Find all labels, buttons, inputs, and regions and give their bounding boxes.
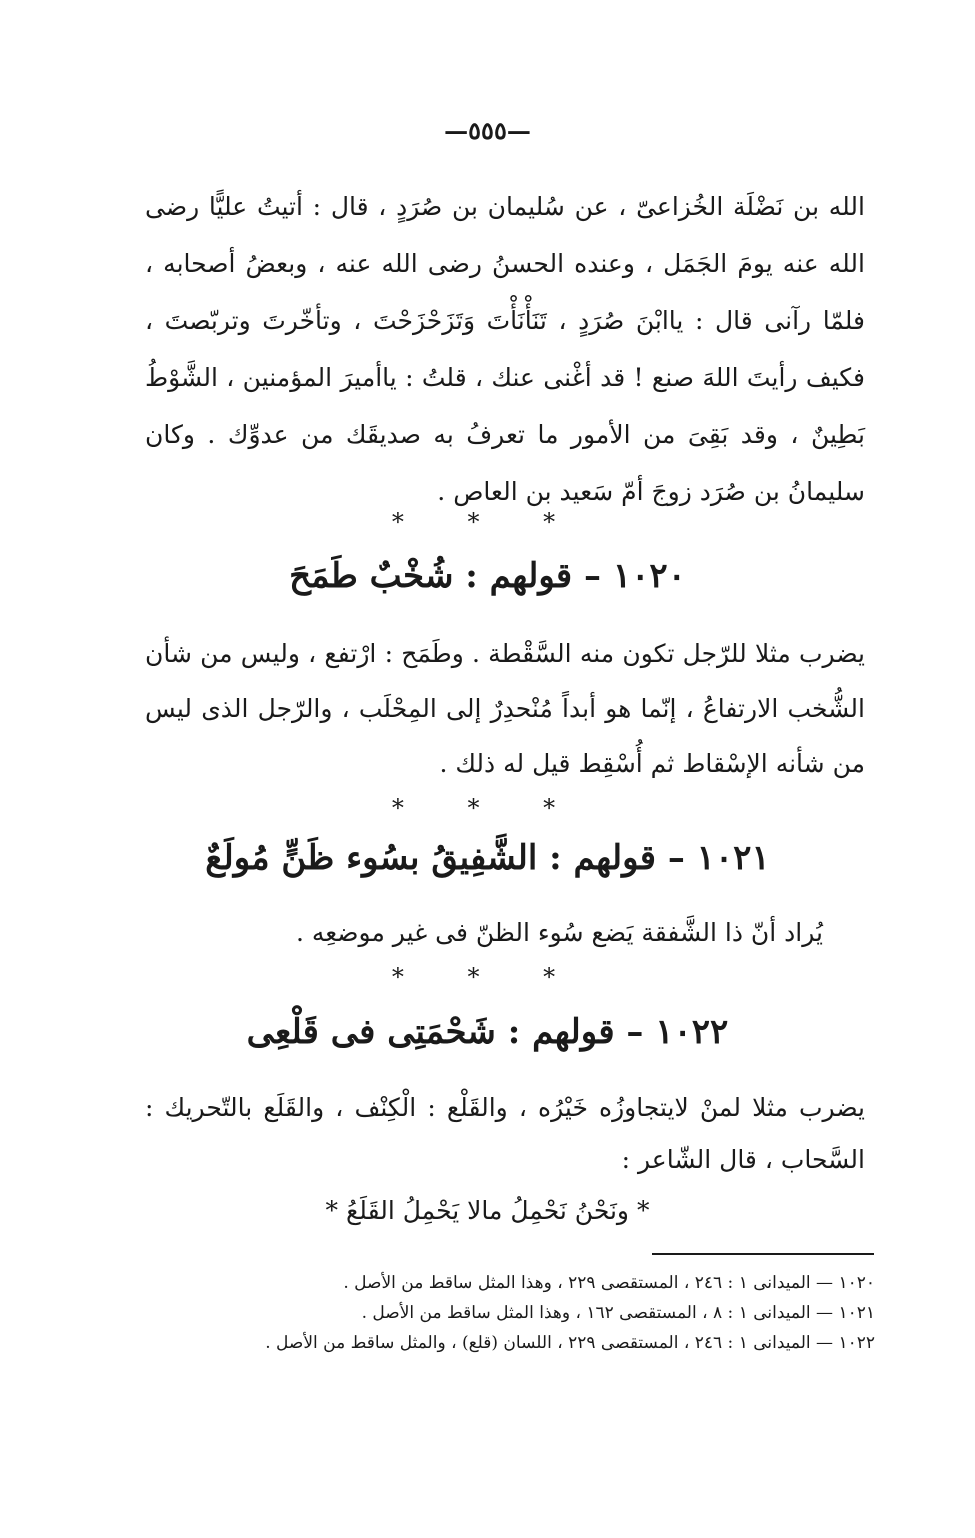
entry-text-1020-body: يضرب مثلا للرّجل تكون منه السَّقْطة . وطَمَح : ارْتفع ، وليس من شأن الشُّخب الارتفاعُ ، إنّما هو أبداً مُنْحدِرٌ إلى المِحْلَب ، والرّجل الذى ليس من شأنه الإسْقاط ثم أُسْقِط قيل له ذلك . <box>145 639 865 778</box>
entry-heading-1020: ١٠٢٠ – قولهم : شُخْبٌ طَمَحَ <box>289 556 686 596</box>
entry-heading-1022: ١٠٢٢ – قولهم : شَحْمَتِى فى قَلْعِى <box>246 1012 729 1052</box>
separator-stars: * * * <box>391 508 584 536</box>
intro-paragraph-text: الله بن نَضْلَة الخُزاعىّ ، عن سُليمان بن صُرَدٍ ، قال : أتيتُ عليًّا رضى الله عنه يومَ الجَمَل ، وعنده الحسنُ رضى الله عنه ، وبعضُ أصحابه ، فلمّا رآنى قال : ياابْنَ صُرَدٍ ، تَنَأْنَأْتَ وَتَزَحْزَحْتَ ، وتأخّرتَ وتربّصتَ ، فكيف رأيتَ اللهَ صنع ! قد أغْنى عنك ، قلتُ : ياأميرَ المؤمنين ، الشَّوْطُ بَطِينٌ ، وقد بَقِىَ من الأمور ما تعرفُ به صديقَك من عدوِّك . وكان سليمانُ بن صُرَد زوجَ أمّ سَعيد بن العاص . <box>145 192 865 506</box>
entry-heading-1021: ١٠٢١ – قولهم : الشَّفِيقُ بسُوء ظَنٍّ مُولَعٌ <box>205 838 770 878</box>
footnote-1020: ١٠٢٠ — الميدانى ١ : ٢٤٦ ، المستقصى ٢٢٩ ، وهذا المثل ساقط من الأصل . <box>343 1273 875 1293</box>
entry-text-1021-body: يُراد أنّ ذا الشَّفقة يَضع سُوء الظنّ فى غير موضعِه . <box>295 918 823 947</box>
entry-text-1022 <box>145 1082 865 1186</box>
intro-paragraph <box>145 178 865 520</box>
poetry-verse: * ونَحْنُ نَحْمِلُ مالا يَحْمِلُ القَلَعُ * <box>325 1196 650 1225</box>
footnote-1022: ١٠٢٢ — الميدانى ١ : ٢٤٦ ، المستقصى ٢٢٩ ، اللسان (قلع) ، والمثل ساقط من الأصل . <box>265 1333 875 1353</box>
separator-stars: * * * <box>391 963 584 991</box>
page-number: —٥٥٥— <box>444 116 531 145</box>
footnotes <box>155 1268 875 1358</box>
entry-text-1022-body: يضرب مثلا لمنْ لايتجاوزُه خَيْرُه ، والقَلْع : الْكِنْف ، والقَلَع بالتّحريك : السَّحاب ، قال الشّاعر : <box>145 1093 865 1174</box>
entry-text-1021 <box>145 908 865 958</box>
entry-text-1020 <box>145 626 865 791</box>
footnote-divider <box>652 1253 874 1255</box>
footnote-1021: ١٠٢١ — الميدانى ١ : ٨ ، المستقصى ١٦٢ ، وهذا المثل ساقط من الأصل . <box>361 1303 875 1323</box>
separator-stars: * * * <box>391 794 584 822</box>
